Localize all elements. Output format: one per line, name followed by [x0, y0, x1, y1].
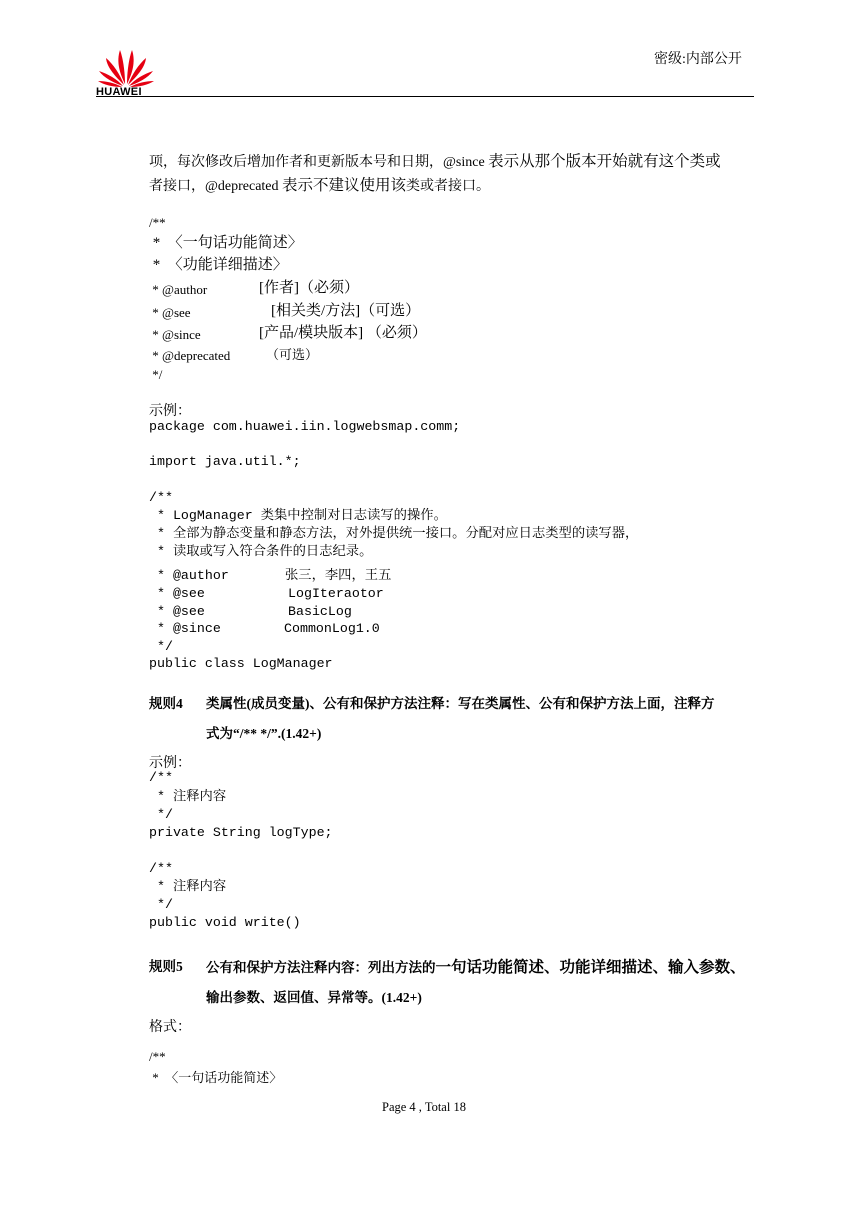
intro-text: 者接口，@deprecated — [149, 179, 283, 194]
classification-label: 密级:内部公开 — [654, 52, 742, 67]
rule-number: 规则4 — [149, 696, 183, 711]
rule-text — [206, 955, 746, 977]
code-comment-line: * 注释内容 — [149, 879, 227, 894]
code-comment-open: /** — [149, 861, 173, 876]
code-class-line: public class LogManager — [149, 656, 333, 671]
code-author-value: 张三，李四，王五 — [285, 568, 392, 583]
template-detail — [149, 254, 288, 276]
code-comment-close: */ — [149, 897, 173, 912]
code-comment-line: * 注释内容 — [149, 789, 227, 804]
template-author-text: [作者]（必须） — [259, 280, 359, 296]
code-method-line: public void write() — [149, 915, 301, 930]
format-label: 格式： — [149, 1020, 191, 1035]
code-comment-open: /** — [149, 490, 173, 505]
code-package-line: package com.huawei.iin.logwebsmap.comm; — [149, 419, 461, 434]
template-author-value — [259, 277, 359, 299]
template-since-value — [259, 322, 427, 344]
code-field-line: private String logType; — [149, 825, 333, 840]
template-detail-text: * 〈功能详细描述〉 — [149, 257, 288, 273]
rule-text-part: 一句话功能简述、功能详细描述、输入参数、 — [435, 959, 746, 976]
code-import-line: import java.util.*; — [149, 454, 301, 469]
template-close: */ — [149, 367, 163, 382]
logo-wordmark: HUAWEI — [96, 86, 142, 98]
template-since-text: [产品/模块版本] （必须） — [259, 325, 427, 341]
code-since-value: CommonLog1.0 — [284, 621, 380, 636]
template-deprecated-value: （可选） — [266, 347, 319, 362]
code-author-tag: * @author — [149, 568, 229, 583]
example-label: 示例： — [149, 404, 191, 419]
code-comment-line: * 读取或写入符合条件的日志纪录。 — [149, 544, 373, 559]
code-see-tag: * @see — [149, 604, 205, 619]
template-author-tag: * @author — [149, 282, 208, 297]
template-since-tag: * @since — [149, 327, 201, 342]
code-since-tag: * @since — [149, 621, 221, 636]
intro-text: 项，每次修改后增加作者和更新版本号和日期，@since — [149, 155, 489, 170]
code-comment-line: * 全部为静态变量和静态方法，对外提供统一接口。分配对应日志类型的读写器， — [149, 526, 639, 541]
code-see-tag: * @see — [149, 586, 205, 601]
intro-paragraph — [149, 150, 789, 198]
rule-text-part: 公有和保护方法注释内容：列出方法的 — [206, 960, 436, 975]
intro-text: 表示不建议使用该 — [282, 177, 407, 194]
template-see-value — [271, 300, 420, 322]
code-comment-close: */ — [149, 639, 173, 654]
rule-text: 式为“/** */”.(1.42+) — [206, 726, 322, 741]
intro-text: 类或者接口。 — [406, 179, 491, 194]
page-footer: Page 4 , Total 18 — [382, 1100, 466, 1114]
code-see-value: BasicLog — [288, 604, 352, 619]
rule-text: 类属性(成员变量)、公有和保护方法注释：写在类属性、公有和保护方法上面，注释方 — [206, 696, 715, 711]
rule-number: 规则5 — [149, 959, 183, 974]
rule-text: 输出参数、返回值、异常等。(1.42+) — [206, 990, 422, 1005]
header-divider — [96, 96, 754, 97]
code-comment-close: */ — [149, 807, 173, 822]
template-brief — [149, 232, 303, 254]
code-see-value: LogIteraotor — [288, 586, 384, 601]
example-label: 示例： — [149, 756, 191, 771]
template-open: /** — [149, 1049, 166, 1064]
template-see-text: [相关类/方法]（可选） — [271, 303, 421, 319]
intro-text: 表示从那个版本开始就有这个类或 — [488, 153, 721, 170]
template-brief: * 〈一句话功能简述〉 — [149, 1070, 283, 1085]
code-comment-open: /** — [149, 770, 173, 785]
template-open: /** — [149, 215, 166, 230]
template-see-tag: * @see — [149, 305, 191, 320]
code-comment-line: * LogManager 类集中控制对日志读写的操作。 — [149, 508, 447, 523]
template-deprecated-tag: * @deprecated — [149, 348, 231, 363]
template-brief-text: * 〈一句话功能简述〉 — [149, 235, 303, 251]
